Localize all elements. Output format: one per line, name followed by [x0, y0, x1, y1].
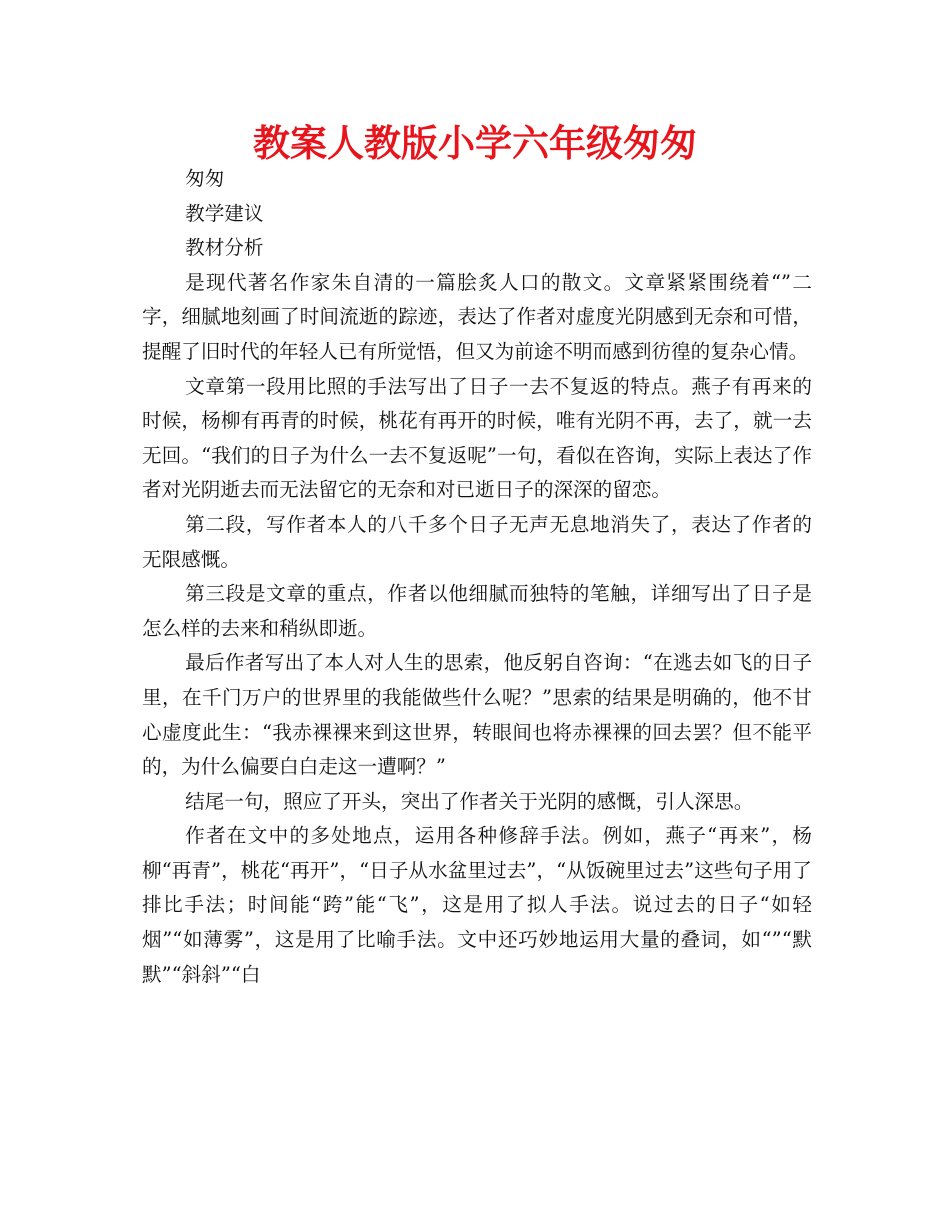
paragraph-section-heading: 教学建议 — [185, 201, 264, 225]
paragraph: 文章第一段用比照的手法写出了日子一去不复返的特点。燕子有再来的时候，杨柳有再青的时候，桃花有再开的时候，唯有光阴不再，去了，就一去无回。“我们的日子为什么一去不复返呢”一句，看似在咨询，实际上表达了作者对光阴逝去而无法留它的无奈和对已逝日子的深深的留恋。 — [142, 374, 812, 502]
document-title: 教案人教版小学六年级匆匆 — [253, 122, 697, 165]
document-body — [142, 162, 812, 992]
paragraph: 第二段，写作者本人的八千多个日子无声无息地消失了，表达了作者的无限感慨。 — [142, 512, 812, 571]
paragraph-subsection-heading: 教材分析 — [185, 236, 264, 260]
paragraph: 是现代著名作家朱自清的一篇脍炙人口的散文。文章紧紧围绕着“”二字，细腻地刻画了时间流逝的踪迹，表达了作者对虚度光阴感到无奈和可惜，提醒了旧时代的年轻人已有所觉悟，但又为前途不明而感到彷徨的复杂心情。 — [142, 270, 812, 363]
paragraph: 最后作者写出了本人对人生的思索，他反躬自咨询：“在逃去如飞的日子里，在千门万户的世界里的我能做些什么呢？”思索的结果是明确的，他不甘心虚度此生：“我赤裸裸来到这世界，转眼间也将赤裸裸的回去罢？但不能平的，为什么偏要白白走这一遭啊？” — [142, 651, 812, 779]
paragraph: 第三段是文章的重点，作者以他细腻而独特的笔触，详细写出了日子是怎么样的去来和稍纵即逝。 — [142, 582, 812, 640]
paragraph-subtitle: 匆匆 — [185, 167, 225, 190]
paragraph: 作者在文中的多处地点，运用各种修辞手法。例如，燕子“再来”，杨柳“再青”，桃花“再开”，“日子从水盆里过去”，“从饭碗里过去”这些句子用了排比手法；时间能“跨”能“飞”，这是用了拟人手法。说过去的日子“如轻烟”“如薄雾”，这是用了比喻手法。文中还巧妙地运用大量的叠词，如“”“默默”“斜斜”“白 — [142, 824, 812, 986]
paragraph: 结尾一句，照应了开头，突出了作者关于光阴的感慨，引人深思。 — [185, 789, 754, 813]
